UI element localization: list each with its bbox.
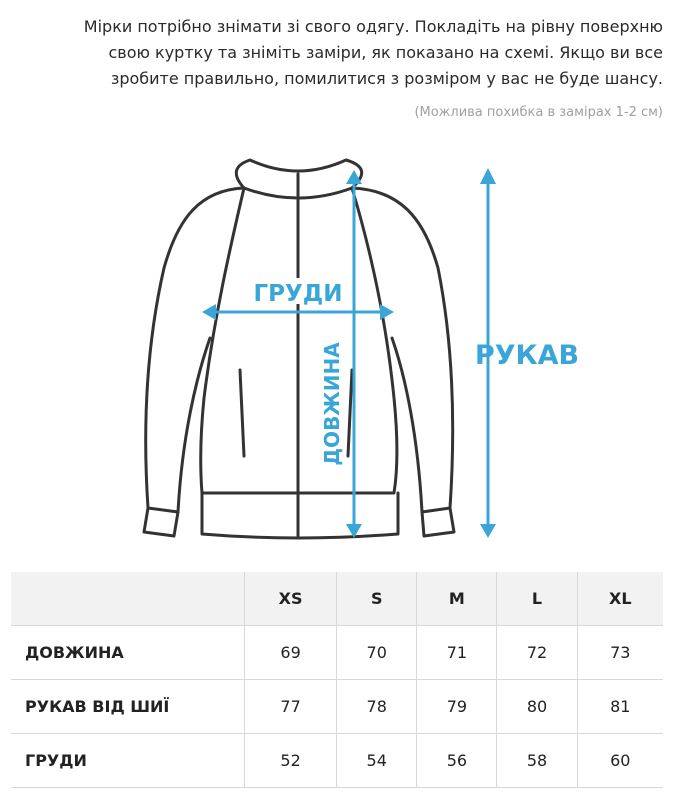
table-cell: 58 (497, 734, 577, 788)
table-row-chest (11, 734, 663, 788)
table-cell: 70 (337, 626, 417, 680)
table-cell: 81 (577, 680, 663, 734)
measurement-note: (Можлива похибка в замірах 1-2 см) (414, 105, 663, 120)
intro-line: зробите правильно, помилитися з розміром у вас не буде шансу. (110, 69, 663, 88)
table-cell: 60 (577, 734, 663, 788)
row-label: РУКАВ ВІД ШИЇ (11, 680, 245, 734)
table-cell: 73 (577, 626, 663, 680)
table-cell: 71 (417, 626, 497, 680)
length-label: ДОВЖИНА (320, 342, 344, 466)
intro-line: свою куртку та зніміть заміри, як показано на схемі. Якщо ви все (108, 43, 663, 62)
table-row-length (11, 626, 663, 680)
table-cell: 69 (245, 626, 337, 680)
sleeve-arrow-top-head (480, 168, 496, 184)
chest-arrow-right-head (380, 304, 394, 320)
table-cell: 77 (245, 680, 337, 734)
row-label: ГРУДИ (11, 734, 245, 788)
size-header-xl: XL (577, 572, 663, 626)
jacket-outline (144, 160, 454, 538)
size-header-m: M (417, 572, 497, 626)
size-header-xs: XS (245, 572, 337, 626)
table-row-sleeve (11, 680, 663, 734)
table-cell: 72 (497, 626, 577, 680)
size-table-header-row (11, 572, 663, 626)
table-cell: 78 (337, 680, 417, 734)
table-cell: 52 (245, 734, 337, 788)
table-cell: 56 (417, 734, 497, 788)
table-cell: 79 (417, 680, 497, 734)
chest-label: ГРУДИ (253, 281, 343, 307)
table-cell: 80 (497, 680, 577, 734)
row-label: ДОВЖИНА (11, 626, 245, 680)
chest-arrow-left-head (202, 304, 216, 320)
jacket-measurement-diagram (130, 138, 580, 558)
size-table (11, 572, 663, 788)
table-cell: 54 (337, 734, 417, 788)
size-header-l: L (497, 572, 577, 626)
intro-line: Мірки потрібно знімати зі свого одягу. Покладіть на рівну поверхню (83, 17, 663, 36)
size-header-s: S (337, 572, 417, 626)
header-corner-cell (11, 572, 245, 626)
sleeve-arrow-bottom-head (480, 524, 496, 538)
intro-text (20, 14, 663, 92)
sleeve-label: РУКАВ (474, 340, 580, 371)
